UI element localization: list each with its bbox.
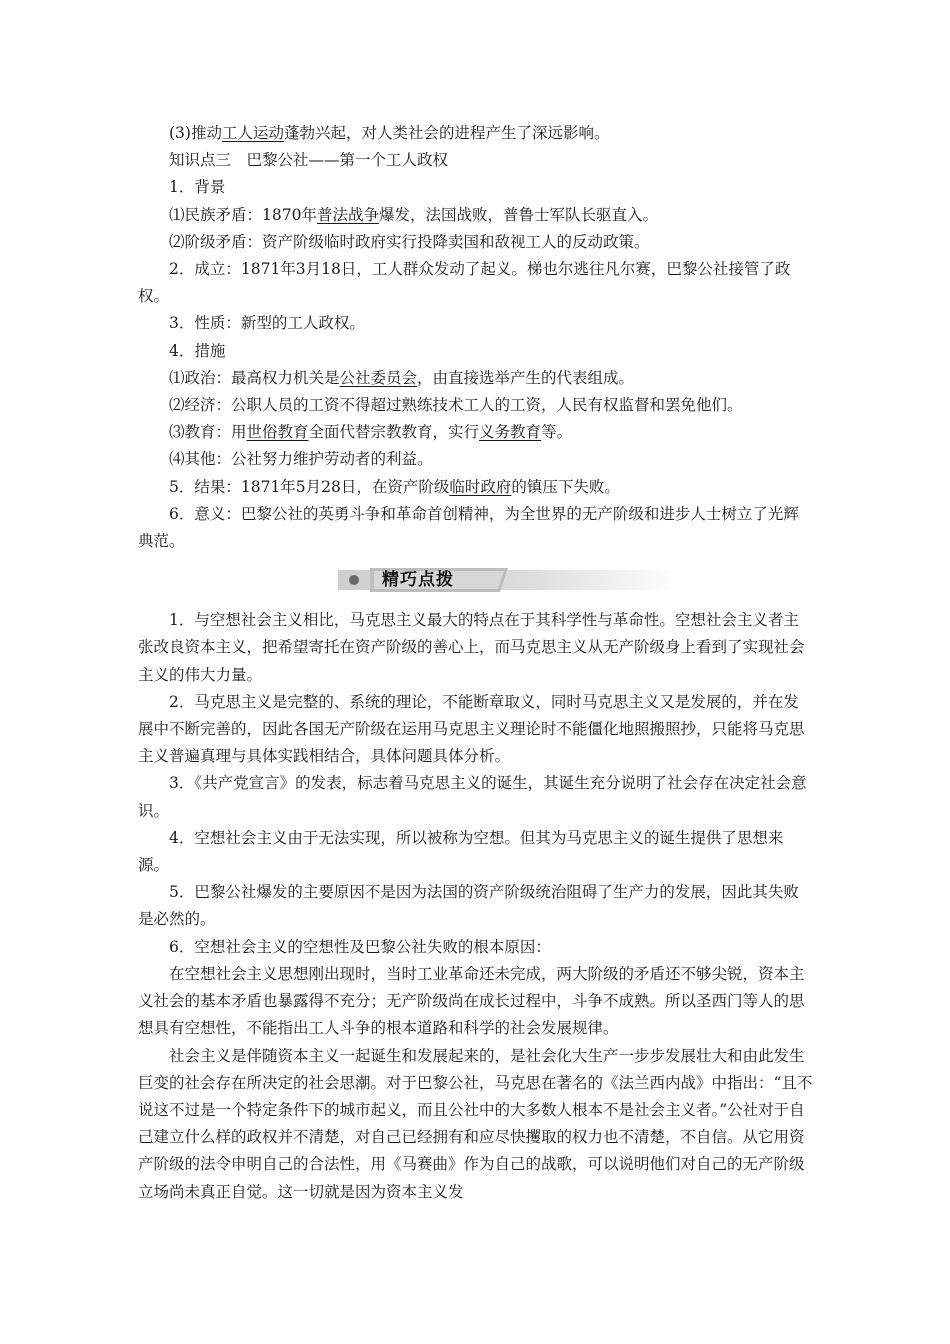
tip-6-paragraph-a: 在空想社会主义思想刚出现时，当时工业革命还未完成，两大阶级的矛盾还不够尖锐，资本主义社会的基本矛盾也暴露得不充分；无产阶级尚在成长过程中，斗争不成熟。所以圣西门等人的思想具有空想性，不能指出工人斗争的根本道路和科学的社会发展规律。 [138, 964, 805, 1038]
paragraph-workers-movement [138, 120, 814, 147]
tip-4: 4．空想社会主义由于无法实现，所以被称为空想。但其为马克思主义的诞生提供了思想来源。 [138, 828, 784, 875]
underlined-term: 世俗教育 [246, 423, 309, 442]
tip-2: 2．马克思主义是完整的、系统的理论，不能断章取义，同时马克思主义又是发展的，并在发展中不断完善的，因此各国无产阶级在运用马克思主义理论时不能僵化地照搬照抄，只能将马克思主义普遍真理与具体实践相结合，具体问题具体分析。 [138, 692, 805, 766]
text-span: 的镇压下失败。 [511, 477, 620, 496]
meaning-paragraph: 6．意义：巴黎公社的英勇斗争和革命首创精神，为全世界的无产阶级和进步人士树立了光辉典范。 [138, 504, 799, 551]
text-span: 等。 [541, 423, 573, 442]
founding-paragraph: 2．成立：1871年3月18日，工人群众发动了起义。梯也尔逃往凡尔赛，巴黎公社接管了政权。 [138, 260, 791, 306]
text-span: ⑶教育：用 [169, 423, 247, 442]
result-paragraph [138, 474, 814, 501]
text-span: (3)推动 [169, 124, 222, 142]
tip-1: 1．与空想社会主义相比，马克思主义最大的特点在于其科学性与革命性。空想社会主义者主张改良资本主义，把希望寄托在资产阶级的善心上，而马克思主义从无产阶级身上看到了实现社会主义的伟大力量。 [138, 611, 805, 684]
tip-5: 5．巴黎公社爆发的主要原因不是因为法国的资产阶级统治阻碍了生产力的发展，因此其失败是必然的。 [138, 883, 799, 929]
text-span: ，由直接选举产生的代表组成。 [417, 368, 635, 387]
banner-graphic [338, 565, 678, 595]
text-span: 全面代替宗教教育，实行 [308, 423, 480, 442]
tip-6-paragraph-b: 社会主义是伴随资本主义一起诞生和发展起来的，是社会化大生产一步步发展壮大和由此发生巨变的社会存在所决定的社会思潮。对于巴黎公社，马克思在著名的《法兰西内战》中指出：“且不说这不过是一个特定条件下的城市起义，而且公社中的大多数人根本不是社会主义者。”公社对于自己建立什么样的政权并不清楚，对自己已经拥有和应尽快攫取的权力也不清楚，不自信。从它用资产阶级的法令申明自己的合法性，用《马赛曲》作为自己的战歌，可以说明他们对自己的无产阶级立场尚未真正自觉。这一切就是因为资本主义发 [138, 1046, 813, 1201]
measure-other: ⑷其他：公社努力维护劳动者的利益。 [169, 450, 433, 469]
body-text [138, 120, 814, 1206]
tip-6: 6．空想社会主义的空想性及巴黎公社失败的根本原因： [169, 937, 551, 956]
underlined-term: 公社委员会 [339, 368, 418, 387]
knowledge-point-title: 知识点三 巴黎公社——第一个工人政权 [169, 151, 449, 170]
text-span: 爆发，法国战败，普鲁士军队长驱直入。 [378, 205, 658, 224]
underlined-term: 工人运动 [221, 124, 284, 142]
nature-paragraph: 3．性质：新型的工人政权。 [169, 314, 365, 333]
tip-3: 3．《共产党宣言》的发表，标志着马克思主义的诞生，其诞生充分说明了社会存在决定社会意识。 [138, 774, 807, 820]
measures-heading: 4．措施 [169, 341, 226, 360]
text-span: 蓬勃兴起，对人类社会的进程产生了深远影响。 [283, 124, 610, 142]
measure-politics [138, 365, 814, 392]
underlined-term: 临时政府 [449, 477, 512, 496]
banner-title: 精巧点拨 [382, 570, 454, 591]
background-item-1 [138, 202, 814, 229]
measure-economy: ⑵经济：公职人员的工资不得超过熟练技术工人的工资，人民有权监督和罢免他们。 [169, 396, 743, 415]
background-item-2: ⑵阶级矛盾：资产阶级临时政府实行投降卖国和敌视工人的反动政策。 [169, 232, 650, 251]
text-span: 5．结果：1871年5月28日，在资产阶级 [169, 477, 450, 496]
text-span: ⑴政治：最高权力机关是 [169, 368, 340, 387]
underlined-term: 普法战争 [316, 205, 379, 224]
background-heading: 1．背景 [169, 178, 226, 197]
section-banner [138, 555, 814, 607]
underlined-term: 义务教育 [479, 423, 542, 442]
text-span: ⑴民族矛盾：1870年 [169, 205, 317, 224]
measure-education [138, 419, 814, 446]
